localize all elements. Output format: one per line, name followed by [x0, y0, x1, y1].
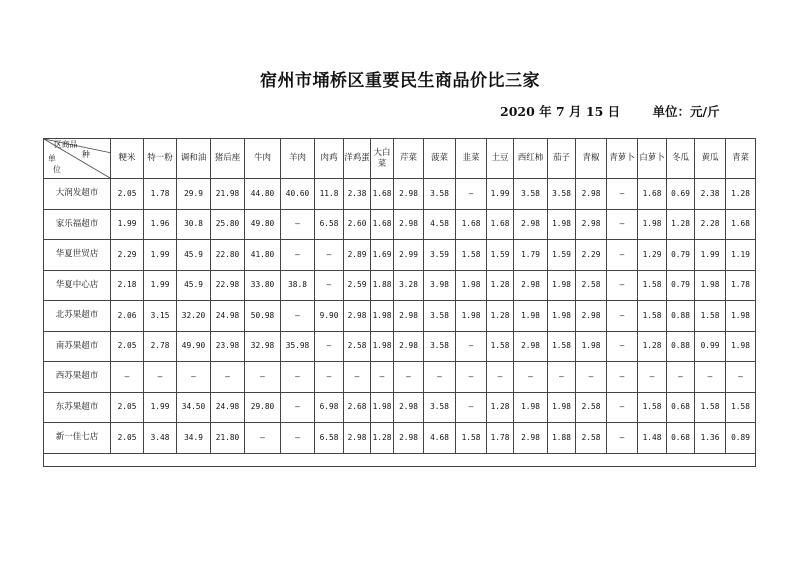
price-cell: 1.98	[548, 270, 576, 301]
price-cell: 1.28	[667, 209, 695, 240]
price-cell: 1.78	[144, 179, 177, 210]
price-cell: 2.05	[111, 179, 144, 210]
price-cell: –	[456, 362, 487, 393]
price-cell: –	[607, 179, 638, 210]
price-cell: 6.58	[315, 209, 344, 240]
price-cell: 2.29	[576, 240, 607, 271]
price-cell: 0.88	[667, 331, 695, 362]
price-cell: 2.58	[344, 331, 371, 362]
price-cell: 1.98	[371, 331, 394, 362]
price-cell: 1.58	[456, 423, 487, 454]
price-cell: 34.50	[177, 392, 211, 423]
price-cell: 1.99	[111, 209, 144, 240]
table-row	[44, 270, 756, 301]
price-cell: 3.48	[144, 423, 177, 454]
price-cell: 1.68	[456, 209, 487, 240]
price-cell: 1.58	[695, 301, 726, 332]
price-cell: 1.36	[695, 423, 726, 454]
price-cell: 2.18	[111, 270, 144, 301]
corner-product-label: 区商品	[54, 140, 78, 149]
price-cell: 1.98	[456, 301, 487, 332]
price-cell: 2.05	[111, 331, 144, 362]
price-cell: 2.98	[394, 209, 424, 240]
price-cell: 2.60	[344, 209, 371, 240]
price-cell: 22.98	[211, 270, 245, 301]
price-cell: 6.98	[315, 392, 344, 423]
price-cell: 6.58	[315, 423, 344, 454]
price-cell: 1.58	[638, 301, 667, 332]
price-cell: 2.98	[514, 423, 548, 454]
price-cell: 30.8	[177, 209, 211, 240]
price-cell: 29.80	[245, 392, 281, 423]
price-cell: –	[607, 362, 638, 393]
price-cell: 1.58	[548, 331, 576, 362]
price-cell: 2.98	[344, 301, 371, 332]
price-cell: 3.58	[424, 301, 456, 332]
corner-variety-label: 种	[82, 150, 90, 159]
price-cell: 3.59	[424, 240, 456, 271]
price-cell: –	[607, 423, 638, 454]
price-cell: 3.58	[548, 179, 576, 210]
price-cell: 0.79	[667, 240, 695, 271]
price-cell: –	[726, 362, 756, 393]
column-header: 特一粉	[144, 139, 177, 179]
price-cell: –	[177, 362, 211, 393]
price-cell: 0.69	[667, 179, 695, 210]
price-cell: 2.98	[576, 179, 607, 210]
price-cell: 1.96	[144, 209, 177, 240]
price-cell: 1.99	[144, 270, 177, 301]
price-cell: –	[607, 301, 638, 332]
report-date: 2020 年 7 月 15 日	[500, 104, 621, 119]
price-cell: 4.58	[424, 209, 456, 240]
price-cell: –	[607, 392, 638, 423]
column-header: 菠菜	[424, 139, 456, 179]
price-cell: –	[281, 209, 315, 240]
price-cell: –	[667, 362, 695, 393]
price-cell: –	[456, 331, 487, 362]
table-body	[44, 179, 756, 467]
price-cell: 2.28	[695, 209, 726, 240]
price-cell: 3.58	[424, 392, 456, 423]
price-unit: 单位：元/斤	[652, 104, 720, 119]
price-cell: 3.98	[424, 270, 456, 301]
column-header: 肉鸡	[315, 139, 344, 179]
price-cell: 3.28	[394, 270, 424, 301]
price-cell: 2.38	[695, 179, 726, 210]
price-cell: 1.58	[638, 392, 667, 423]
price-cell: –	[607, 270, 638, 301]
price-cell: 2.06	[111, 301, 144, 332]
store-name: 华夏世贸店	[44, 240, 111, 271]
price-cell: 2.98	[576, 209, 607, 240]
price-cell: 2.58	[576, 392, 607, 423]
column-header: 芹菜	[394, 139, 424, 179]
price-cell: –	[281, 301, 315, 332]
price-cell: –	[487, 362, 514, 393]
price-cell: 1.68	[638, 179, 667, 210]
price-cell: 11.8	[315, 179, 344, 210]
price-cell: 0.68	[667, 423, 695, 454]
page-title: 宿州市埇桥区重要民生商品价比三家	[260, 71, 540, 91]
price-cell: –	[315, 240, 344, 271]
column-header: 羊肉	[281, 139, 315, 179]
price-cell: 3.58	[514, 179, 548, 210]
price-cell: 1.98	[514, 301, 548, 332]
price-cell: 2.99	[394, 240, 424, 271]
price-cell: 2.68	[344, 392, 371, 423]
price-cell: 0.99	[695, 331, 726, 362]
price-cell: 1.88	[371, 270, 394, 301]
price-cell: 2.78	[144, 331, 177, 362]
price-cell: 23.98	[211, 331, 245, 362]
column-header: 调和油	[177, 139, 211, 179]
price-cell: 1.98	[695, 270, 726, 301]
table-row	[44, 209, 756, 240]
price-cell: –	[456, 392, 487, 423]
blank-row	[44, 453, 756, 466]
price-cell: –	[344, 362, 371, 393]
table-row	[44, 301, 756, 332]
price-cell: 1.29	[638, 240, 667, 271]
price-cell: 1.28	[638, 331, 667, 362]
price-cell: 49.90	[177, 331, 211, 362]
column-header: 白萝卜	[638, 139, 667, 179]
store-name: 新一佳七店	[44, 423, 111, 454]
price-cell: 25.80	[211, 209, 245, 240]
store-name: 东苏果超市	[44, 392, 111, 423]
price-cell: –	[607, 331, 638, 362]
price-cell: 2.98	[394, 331, 424, 362]
price-cell: 0.79	[667, 270, 695, 301]
column-header: 大白菜	[371, 139, 394, 179]
price-cell: 22.80	[211, 240, 245, 271]
price-cell: 1.98	[726, 301, 756, 332]
price-cell: –	[371, 362, 394, 393]
price-cell: 1.99	[144, 392, 177, 423]
price-cell: 2.98	[394, 179, 424, 210]
price-cell: 1.98	[548, 392, 576, 423]
price-cell: –	[315, 331, 344, 362]
corner-unit-label-2: 位	[53, 165, 61, 174]
price-cell: 4.68	[424, 423, 456, 454]
column-header: 土豆	[487, 139, 514, 179]
price-cell: 2.98	[344, 423, 371, 454]
price-cell: 1.28	[487, 301, 514, 332]
price-cell: 1.59	[548, 240, 576, 271]
price-cell: –	[695, 362, 726, 393]
price-cell: –	[281, 240, 315, 271]
price-cell: 1.78	[726, 270, 756, 301]
column-header: 西红柿	[514, 139, 548, 179]
price-cell: 0.88	[667, 301, 695, 332]
price-cell: –	[514, 362, 548, 393]
price-cell: –	[607, 240, 638, 271]
price-cell: 1.78	[487, 423, 514, 454]
price-cell: –	[144, 362, 177, 393]
price-cell: 1.98	[371, 392, 394, 423]
column-header: 粳米	[111, 139, 144, 179]
price-cell: 1.98	[548, 301, 576, 332]
price-cell: 1.59	[487, 240, 514, 271]
price-cell: 21.80	[211, 423, 245, 454]
column-header: 青椒	[576, 139, 607, 179]
price-cell: 2.05	[111, 392, 144, 423]
table-row	[44, 331, 756, 362]
price-cell: 41.80	[245, 240, 281, 271]
store-name: 北苏果超市	[44, 301, 111, 332]
price-cell: 2.98	[514, 209, 548, 240]
price-cell: 1.88	[548, 423, 576, 454]
corner-unit-label: 单	[48, 154, 56, 163]
price-cell: 1.98	[726, 331, 756, 362]
price-cell: –	[111, 362, 144, 393]
price-cell: 1.58	[456, 240, 487, 271]
price-cell: 2.89	[344, 240, 371, 271]
price-cell: 1.98	[548, 209, 576, 240]
price-cell: –	[281, 423, 315, 454]
column-header: 洋鸡蛋	[344, 139, 371, 179]
price-cell: 24.98	[211, 392, 245, 423]
price-cell: 32.20	[177, 301, 211, 332]
price-cell: 1.28	[371, 423, 394, 454]
price-cell: –	[211, 362, 245, 393]
price-cell: 1.58	[638, 270, 667, 301]
price-cell: –	[394, 362, 424, 393]
store-name: 大润发超市	[44, 179, 111, 210]
price-cell: –	[315, 270, 344, 301]
price-cell: –	[638, 362, 667, 393]
price-cell: 1.28	[726, 179, 756, 210]
column-header: 猪后座	[211, 139, 245, 179]
price-cell: 1.28	[487, 392, 514, 423]
price-table	[43, 138, 756, 467]
store-name: 华夏中心店	[44, 270, 111, 301]
price-cell: 1.68	[487, 209, 514, 240]
price-cell: 1.98	[456, 270, 487, 301]
price-cell: –	[245, 362, 281, 393]
column-header: 牛肉	[245, 139, 281, 179]
price-cell: 2.98	[394, 301, 424, 332]
price-cell: 1.99	[487, 179, 514, 210]
price-cell: –	[315, 362, 344, 393]
price-cell: –	[607, 209, 638, 240]
price-cell: 2.38	[344, 179, 371, 210]
price-cell: 1.68	[371, 179, 394, 210]
price-cell: –	[576, 362, 607, 393]
price-cell: 40.60	[281, 179, 315, 210]
price-cell: 33.80	[245, 270, 281, 301]
price-cell: 2.98	[394, 392, 424, 423]
price-cell: 9.90	[315, 301, 344, 332]
table-row	[44, 392, 756, 423]
column-header: 黄瓜	[695, 139, 726, 179]
price-cell: –	[245, 423, 281, 454]
price-cell: 1.98	[638, 209, 667, 240]
price-cell: 21.98	[211, 179, 245, 210]
price-cell: 1.98	[514, 392, 548, 423]
price-cell: 45.9	[177, 240, 211, 271]
price-cell: 2.05	[111, 423, 144, 454]
price-cell: 34.9	[177, 423, 211, 454]
price-cell: 35.98	[281, 331, 315, 362]
price-cell: 3.15	[144, 301, 177, 332]
price-cell: 1.58	[487, 331, 514, 362]
price-cell: 38.8	[281, 270, 315, 301]
price-cell: 1.98	[371, 301, 394, 332]
price-cell: 1.68	[726, 209, 756, 240]
table-row	[44, 179, 756, 210]
price-cell: 45.9	[177, 270, 211, 301]
price-cell: 2.29	[111, 240, 144, 271]
price-cell: 2.58	[576, 270, 607, 301]
store-name: 家乐福超市	[44, 209, 111, 240]
price-cell: 49.80	[245, 209, 281, 240]
column-header: 韭菜	[456, 139, 487, 179]
price-cell: 2.98	[576, 301, 607, 332]
column-header: 冬瓜	[667, 139, 695, 179]
corner-header	[44, 139, 111, 179]
price-cell: –	[548, 362, 576, 393]
price-cell: 1.99	[144, 240, 177, 271]
price-cell: 3.58	[424, 179, 456, 210]
store-name: 西苏果超市	[44, 362, 111, 393]
price-cell: 2.58	[576, 423, 607, 454]
price-cell: 32.98	[245, 331, 281, 362]
price-cell: 1.98	[576, 331, 607, 362]
price-cell: –	[281, 362, 315, 393]
price-cell: 24.98	[211, 301, 245, 332]
price-cell: 2.98	[394, 423, 424, 454]
price-cell: 50.98	[245, 301, 281, 332]
column-header: 茄子	[548, 139, 576, 179]
price-cell: 1.69	[371, 240, 394, 271]
price-cell: 44.80	[245, 179, 281, 210]
price-cell: 1.28	[487, 270, 514, 301]
price-cell: 1.48	[638, 423, 667, 454]
header-row	[44, 139, 756, 179]
table-row	[44, 362, 756, 393]
price-cell: 1.68	[371, 209, 394, 240]
store-name: 南苏果超市	[44, 331, 111, 362]
price-cell: 2.59	[344, 270, 371, 301]
price-cell: 29.9	[177, 179, 211, 210]
table-row	[44, 240, 756, 271]
price-cell: –	[456, 179, 487, 210]
table-row	[44, 423, 756, 454]
price-cell: 1.58	[695, 392, 726, 423]
price-cell: 2.98	[514, 331, 548, 362]
price-cell: 0.68	[667, 392, 695, 423]
price-cell: 2.98	[514, 270, 548, 301]
price-cell: 3.58	[424, 331, 456, 362]
price-cell: 1.58	[726, 392, 756, 423]
price-cell: –	[281, 392, 315, 423]
price-cell: 1.99	[695, 240, 726, 271]
date-line	[500, 102, 720, 120]
price-cell: –	[424, 362, 456, 393]
column-header: 青萝卜	[607, 139, 638, 179]
blank-cell	[44, 453, 756, 466]
price-cell: 1.79	[514, 240, 548, 271]
price-cell: 0.89	[726, 423, 756, 454]
price-cell: 1.19	[726, 240, 756, 271]
column-header: 青菜	[726, 139, 756, 179]
